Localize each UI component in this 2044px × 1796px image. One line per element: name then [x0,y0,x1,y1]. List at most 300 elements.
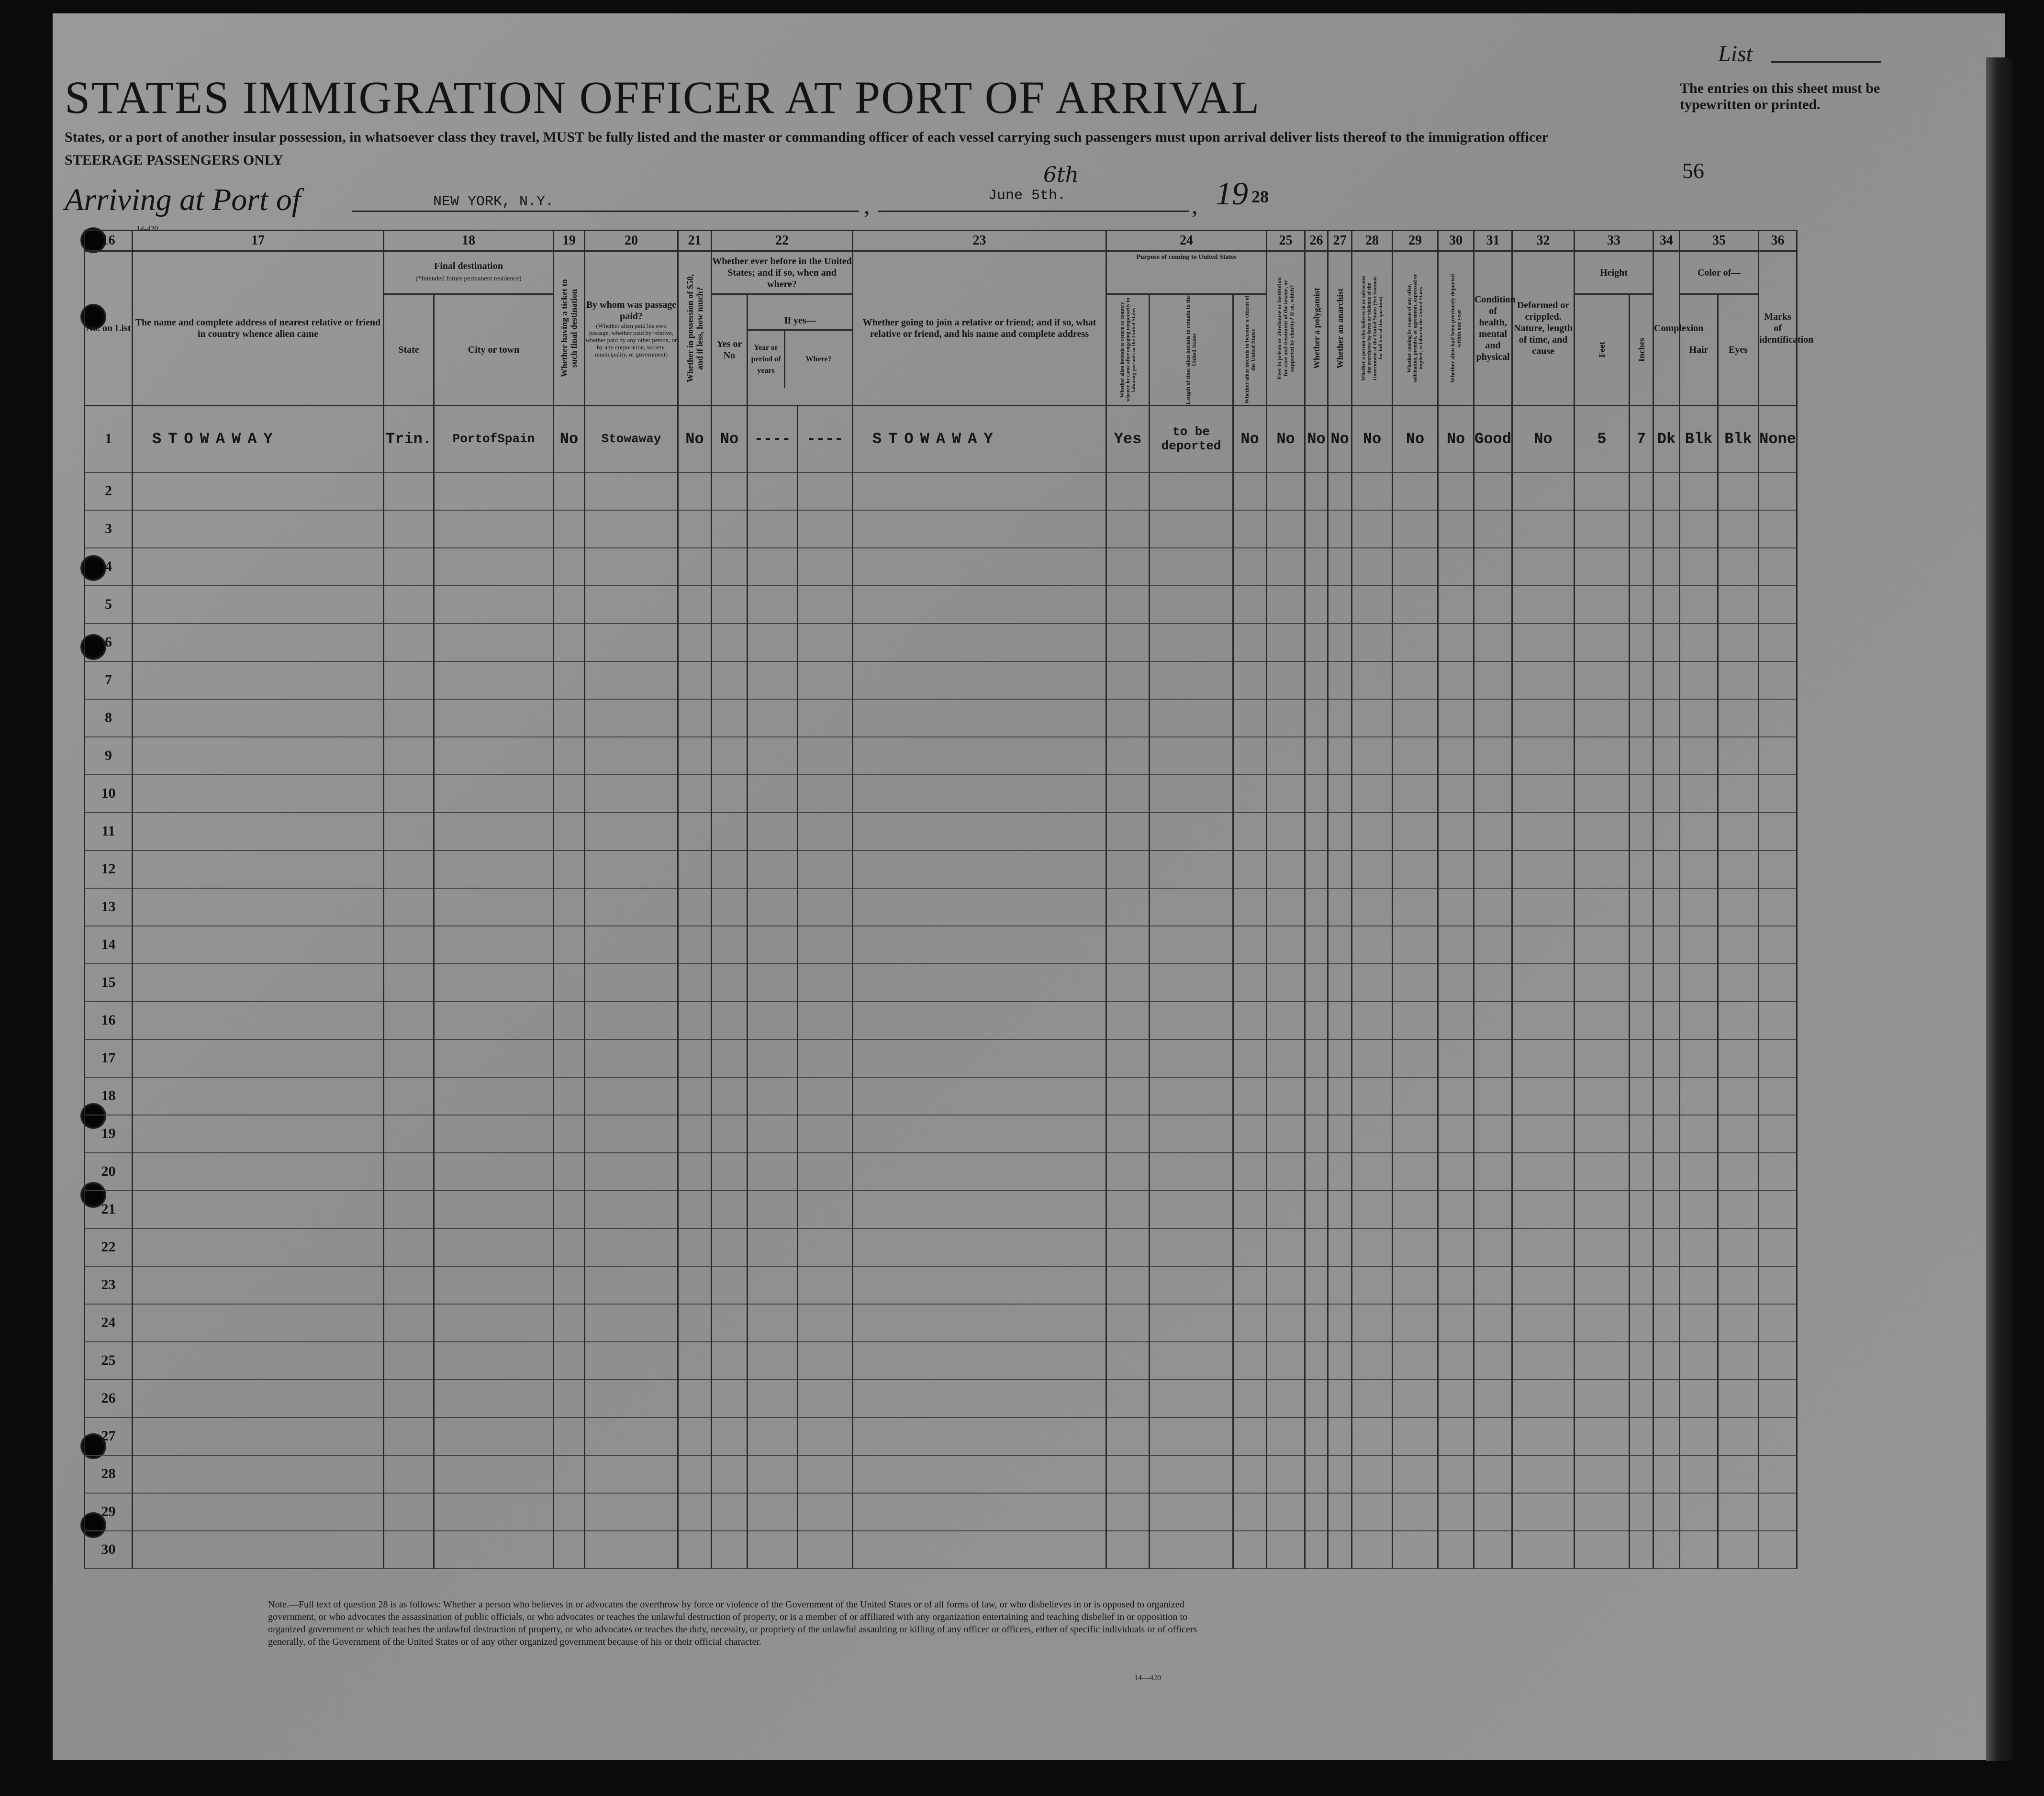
comma: , [864,192,870,219]
cell-inches [1630,850,1653,888]
year-period-header: Year or period of years [748,331,785,388]
cell-c28 [1352,1191,1393,1228]
cell-condition [1474,1455,1512,1493]
cell-relative [133,1304,384,1342]
cell-year-period [748,1115,798,1153]
cell-ever-before [712,888,748,926]
cell-condition [1474,1380,1512,1417]
cell-eyes [1718,472,1759,510]
cell-c30 [1438,472,1474,510]
cell-deformed [1512,1531,1575,1569]
cell-c25 [1267,1077,1305,1115]
cell-ever-before [712,661,748,699]
cell-join [853,850,1106,888]
cell-c28 [1352,1266,1393,1304]
cell-hair [1680,1153,1718,1191]
cell-eyes [1718,1417,1759,1455]
cell-deformed [1512,964,1575,1002]
cell-c28 [1352,586,1393,624]
cell-where [798,850,853,888]
cell-state [384,1417,434,1455]
cell-relative [133,472,384,510]
col30-header [1438,251,1474,406]
cell-by-whom [585,1115,678,1153]
cell-relative [133,661,384,699]
cell-complexion [1653,1115,1680,1153]
cell-city [434,964,554,1002]
feet-header [1575,294,1630,406]
cell-c28 [1352,1039,1393,1077]
state-header: State [384,294,434,406]
cell-hair [1680,964,1718,1002]
cell-eyes [1718,1039,1759,1077]
cell-condition [1474,1039,1512,1077]
cell-complexion [1653,737,1680,775]
cell-join: STOWAWAY [853,406,1106,472]
if-yes-header [748,294,853,406]
cell-relative [133,1493,384,1531]
cell-by-whom [585,1455,678,1493]
cell-c29 [1393,1417,1438,1455]
cell-feet [1575,548,1630,586]
cell-feet [1575,964,1630,1002]
polygamist-header [1305,251,1328,406]
form-number: 14-420 [136,225,158,233]
cell-condition [1474,926,1512,964]
col-num: 26 [1305,231,1328,251]
cell-c26 [1305,775,1328,813]
cell-inches [1630,510,1653,548]
cell-possession [678,926,712,964]
cell-ever-before [712,548,748,586]
cell-hair [1680,1342,1718,1380]
cell-c29 [1393,548,1438,586]
cell-feet [1575,1531,1630,1569]
list-label: List [1718,41,1753,67]
cell-c30 [1438,1002,1474,1039]
cell-where [798,813,853,850]
cell-feet: 5 [1575,406,1630,472]
cell-deformed [1512,699,1575,737]
cell-purpose-a [1106,775,1150,813]
cell-purpose-b [1150,472,1233,510]
cell-possession [678,1153,712,1191]
cell-inches [1630,1077,1653,1115]
cell-c27 [1328,964,1352,1002]
cell-year-period [748,1417,798,1455]
cell-purpose-b [1150,1153,1233,1191]
cell-year-period [748,661,798,699]
cell-where [798,1266,853,1304]
manifest-table [84,230,1927,1569]
col-num: 34 [1653,231,1680,251]
cell-where [798,1417,853,1455]
row-number: 11 [85,813,133,850]
cell-c26 [1305,1228,1328,1266]
cell-hair [1680,1002,1718,1039]
cell-where [798,661,853,699]
cell-by-whom [585,1380,678,1417]
cell-purpose-b [1150,1531,1233,1569]
cell-c28 [1352,1077,1393,1115]
cell-hair [1680,1380,1718,1417]
cell-purpose-b [1150,586,1233,624]
col-num: 32 [1512,231,1575,251]
table-row [85,624,1926,661]
cell-join [853,699,1106,737]
cell-feet [1575,1380,1630,1417]
where-header: Where? [805,355,832,363]
row-number: 6 [85,624,133,661]
cell-inches [1630,813,1653,850]
col-num: 35 [1680,231,1759,251]
cell-hair [1680,926,1718,964]
row-number: 24 [85,1304,133,1342]
table-row [85,1266,1926,1304]
cell-where [798,926,853,964]
cell-purpose-b [1150,1417,1233,1455]
cell-c30 [1438,1417,1474,1455]
row-number: 20 [85,1153,133,1191]
cell-purpose-c [1233,813,1267,850]
cell-ticket [554,1266,585,1304]
cell-c28 [1352,850,1393,888]
cell-c25 [1267,1191,1305,1228]
cell-complexion [1653,1228,1680,1266]
cell-purpose-c [1233,1077,1267,1115]
cell-purpose-a [1106,1455,1150,1493]
cell-condition [1474,1115,1512,1153]
col-num: 29 [1393,231,1438,251]
color-of-header: Color of— [1680,251,1759,294]
cell-city [434,1531,554,1569]
cell-c25 [1267,624,1305,661]
cell-purpose-b [1150,548,1233,586]
cell-ticket [554,1304,585,1342]
cell-c27 [1328,1266,1352,1304]
cell-where [798,737,853,775]
port-value: NEW YORK, N.Y. [433,194,554,210]
cell-c27 [1328,775,1352,813]
cell-relative [133,1191,384,1228]
cell-by-whom [585,888,678,926]
cell-complexion [1653,1417,1680,1455]
cell-feet [1575,1077,1630,1115]
table-row [85,586,1926,624]
cell-relative [133,1153,384,1191]
cell-year-period [748,1380,798,1417]
cell-join [853,1077,1106,1115]
cell-inches [1630,1153,1653,1191]
cell-state: Trin. [384,406,434,472]
cell-c29 [1393,775,1438,813]
cell-condition [1474,661,1512,699]
cell-c26 [1305,1304,1328,1342]
cell-where [798,1228,853,1266]
cell-purpose-b [1150,699,1233,737]
cell-purpose-a [1106,1266,1150,1304]
cell-purpose-c [1233,472,1267,510]
cell-c25 [1267,548,1305,586]
cell-inches [1630,1002,1653,1039]
cell-purpose-b [1150,1380,1233,1417]
cell-complexion [1653,1002,1680,1039]
cell-eyes [1718,737,1759,775]
cell-possession [678,548,712,586]
cell-c25 [1267,964,1305,1002]
cell-join [853,1153,1106,1191]
cell-feet [1575,1039,1630,1077]
cell-marks [1759,1115,1797,1153]
cell-ticket [554,1039,585,1077]
cell-inches [1630,888,1653,926]
cell-purpose-c [1233,548,1267,586]
cell-c25 [1267,1039,1305,1077]
cell-inches [1630,624,1653,661]
cell-possession [678,1266,712,1304]
cell-by-whom [585,1002,678,1039]
cell-c30 [1438,850,1474,888]
cell-purpose-a [1106,813,1150,850]
cell-c29 [1393,964,1438,1002]
possession-label: Whether in possession of $50, and if less, how much? [685,274,704,383]
cell-city [434,775,554,813]
cell-inches [1630,699,1653,737]
cell-purpose-c [1233,1304,1267,1342]
cell-ever-before [712,850,748,888]
cell-join [853,813,1106,850]
cell-c29 [1393,850,1438,888]
cell-inches [1630,1191,1653,1228]
cell-deformed [1512,1002,1575,1039]
cell-c27 [1328,1002,1352,1039]
cell-feet [1575,737,1630,775]
cell-relative [133,1455,384,1493]
cell-state [384,850,434,888]
cell-relative [133,1002,384,1039]
cell-deformed [1512,1115,1575,1153]
cell-purpose-c [1233,1342,1267,1380]
cell-complexion [1653,1153,1680,1191]
cell-purpose-c [1233,1417,1267,1455]
cell-possession [678,850,712,888]
cell-complexion [1653,1191,1680,1228]
cell-by-whom [585,1153,678,1191]
cell-complexion [1653,472,1680,510]
cell-purpose-c [1233,1228,1267,1266]
purpose-b-header [1150,294,1233,406]
cell-c29 [1393,699,1438,737]
cell-c26 [1305,624,1328,661]
cell-join [853,661,1106,699]
final-destination-label: Final destination [434,261,503,271]
cell-inches [1630,1304,1653,1342]
cell-join [853,1115,1106,1153]
arriving-label: Arriving at Port of [65,182,301,217]
cell-hair [1680,813,1718,850]
cell-c26 [1305,1002,1328,1039]
cell-relative [133,1228,384,1266]
cell-c28 [1352,1115,1393,1153]
cell-c30 [1438,1493,1474,1531]
cell-relative [133,1039,384,1077]
cell-complexion [1653,1304,1680,1342]
cell-relative [133,1342,384,1380]
cell-c28 [1352,1342,1393,1380]
cell-where [798,1342,853,1380]
cell-c27 [1328,1077,1352,1115]
cell-c30 [1438,1115,1474,1153]
table-row [85,813,1926,850]
cell-c29 [1393,1455,1438,1493]
cell-join [853,1266,1106,1304]
table-row [85,1455,1926,1493]
table-row [85,888,1926,926]
cell-c30 [1438,1228,1474,1266]
cell-join [853,888,1106,926]
list-blank [1771,61,1881,63]
cell-c26 [1305,1531,1328,1569]
cell-c26 [1305,472,1328,510]
purpose-a-header [1106,294,1150,406]
row-number: 26 [85,1380,133,1417]
cell-feet [1575,888,1630,926]
cell-c30 [1438,888,1474,926]
cell-complexion [1653,888,1680,926]
cell-hair [1680,1266,1718,1304]
cell-c30 [1438,586,1474,624]
cell-possession [678,472,712,510]
cell-city [434,1342,554,1380]
cell-join [853,964,1106,1002]
cell-where [798,1002,853,1039]
cell-purpose-c [1233,624,1267,661]
cell-ticket [554,775,585,813]
cell-condition [1474,813,1512,850]
cell-state [384,1455,434,1493]
cell-where [798,1115,853,1153]
row-number: 15 [85,964,133,1002]
cell-ever-before [712,510,748,548]
date-handwritten: 6th [1043,163,1079,187]
cell-condition [1474,775,1512,813]
ticket-header [554,251,585,406]
cell-ever-before [712,1531,748,1569]
cell-relative [133,1266,384,1304]
cell-join [853,737,1106,775]
cell-inches [1630,775,1653,813]
cell-ever-before [712,472,748,510]
cell-inches: 7 [1630,406,1653,472]
cell-inches [1630,661,1653,699]
cell-ever-before [712,1191,748,1228]
cell-city [434,1304,554,1342]
inches-header [1630,294,1653,406]
cell-year-period [748,888,798,926]
cell-c26: No [1305,406,1328,472]
cell-eyes [1718,1380,1759,1417]
cell-state [384,548,434,586]
cell-year-period [748,813,798,850]
cell-state [384,699,434,737]
cell-city [434,1115,554,1153]
cell-purpose-a [1106,510,1150,548]
cell-marks [1759,1039,1797,1077]
page-title: STATES IMMIGRATION OFFICER AT PORT OF ARRIVAL [65,72,1261,123]
cell-eyes [1718,1228,1759,1266]
cell-feet [1575,1417,1630,1455]
cell-feet [1575,1115,1630,1153]
cell-ticket [554,1455,585,1493]
by-whom-note: (Whether alien paid his own passage, whether paid by relative, whether paid by any other person, or by any corporation, society, municipality, or government) [585,322,677,358]
cell-year-period [748,926,798,964]
cell-eyes [1718,888,1759,926]
cell-c25 [1267,1531,1305,1569]
cell-possession [678,813,712,850]
cell-year-period [748,850,798,888]
cell-hair [1680,472,1718,510]
cell-ticket [554,1493,585,1531]
cell-marks [1759,737,1797,775]
cell-c30 [1438,699,1474,737]
cell-city [434,1153,554,1191]
cell-c26 [1305,1115,1328,1153]
cell-complexion [1653,699,1680,737]
cell-city: PortofSpain [434,406,554,472]
row-number: 8 [85,699,133,737]
if-yes-label: If yes— [748,312,852,331]
cell-city [434,1191,554,1228]
cell-by-whom [585,699,678,737]
cell-by-whom [585,737,678,775]
cell-c30 [1438,1077,1474,1115]
cell-purpose-b [1150,1077,1233,1115]
col27-label: Whether an anarchist [1335,288,1345,368]
cell-ever-before [712,1228,748,1266]
cell-inches [1630,1039,1653,1077]
cell-c29 [1393,1380,1438,1417]
cell-complexion [1653,964,1680,1002]
cell-city [434,699,554,737]
cell-hair [1680,737,1718,775]
possession-header [678,251,712,406]
cell-join [853,472,1106,510]
cell-year-period [748,1228,798,1266]
cell-purpose-a [1106,1115,1150,1153]
cell-condition [1474,1531,1512,1569]
page-edge [1986,57,2012,1761]
hair-header: Hair [1680,294,1718,406]
cell-city [434,1380,554,1417]
cell-purpose-a [1106,699,1150,737]
cell-condition [1474,472,1512,510]
cell-by-whom [585,775,678,813]
cell-hair [1680,1531,1718,1569]
cell-purpose-a [1106,1493,1150,1531]
cell-relative [133,737,384,775]
cell-hair [1680,1493,1718,1531]
row-number: 28 [85,1455,133,1493]
table-row [85,1380,1926,1417]
table-row [85,406,1926,472]
cell-hair [1680,1039,1718,1077]
cell-c30 [1438,1191,1474,1228]
cell-feet [1575,850,1630,888]
row-number: 27 [85,1417,133,1455]
cell-purpose-b [1150,964,1233,1002]
cell-ticket [554,1153,585,1191]
cell-eyes [1718,624,1759,661]
